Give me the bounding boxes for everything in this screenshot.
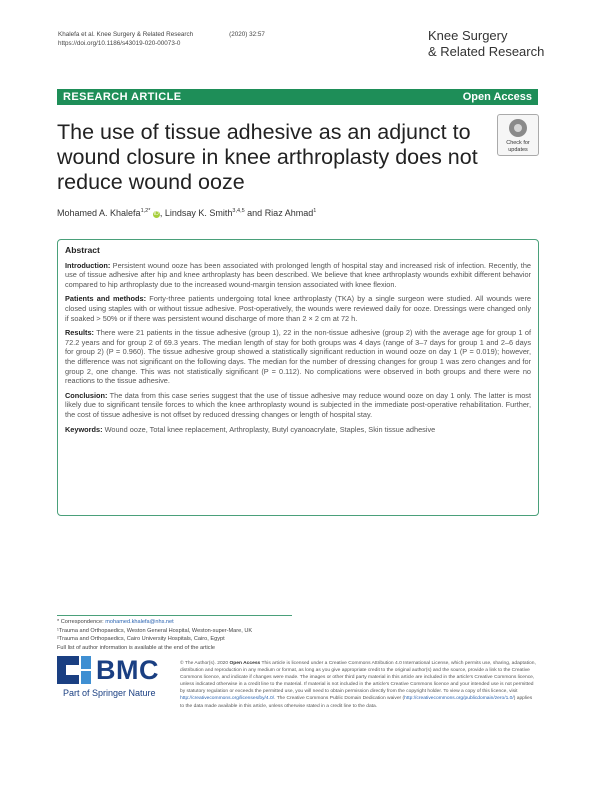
license-statement bbox=[180, 660, 537, 710]
correspondence-email-link[interactable]: mohamed.khalefa@nhs.net bbox=[105, 619, 174, 625]
abstract-conclusion bbox=[65, 391, 531, 420]
section-text: Forty-three patients undergoing total knee arthroplasty (TKA) by a single surgeon were studied. All wounds were closed using staples with or without tissue adhesive. Post-operatively, the wounds were reviewed daily for ooze. Dressings were changed only if soaked > 50% or if there was persistent wound discharge of more than 2 × 2 cm at 72 h. bbox=[65, 294, 531, 323]
badge-line1: Check for bbox=[506, 140, 530, 146]
correspondence bbox=[57, 618, 252, 627]
bmc-logo-icon bbox=[57, 656, 91, 684]
doi-link[interactable]: https://doi.org/10.1186/s43019-020-00073-0 bbox=[58, 40, 181, 47]
section-label: Results: bbox=[65, 328, 94, 338]
journal-name bbox=[428, 28, 544, 60]
correspondence-label: * Correspondence: bbox=[57, 619, 106, 625]
publisher-name: BMC bbox=[96, 655, 159, 685]
license-text: This article is licensed under a Creative Commons Attribution 4.0 International License, which permits use, sharing, adaptation, distribution and reproduction in any medium or format, as long as you give appropriate credit to the original author(s) and the source, provide a link to the Creative Commons licence, and indicate if changes were made. The images or other third party material in this article are included in the article's Creative Commons licence, unless indicated otherwise in a credit line to the material. If material is not included in the article's Creative Commons licence and your intended use is not permitted by statutory regulation or exceeds the permitted use, you will need to obtain permission directly from the copyright holder. To view a copy of this licence, visit bbox=[180, 661, 536, 695]
article-type-bar bbox=[57, 89, 538, 105]
running-header bbox=[58, 30, 265, 48]
year-volume: (2020) 32:57 bbox=[229, 31, 265, 38]
license-text: . The Creative Commons Public Domain Dedication waiver ( bbox=[274, 696, 405, 702]
footnotes bbox=[57, 618, 252, 652]
author-separator: and bbox=[244, 208, 265, 218]
publisher-logo bbox=[57, 652, 167, 702]
abstract-keywords bbox=[65, 425, 531, 435]
author-name[interactable]: Riaz Ahmad bbox=[264, 208, 314, 218]
license-open-access: Open Access bbox=[229, 661, 261, 666]
affiliation-1: ¹Trauma and Orthopaedics, Weston General Hospital, Weston-super-Mare, UK bbox=[57, 627, 253, 634]
section-text: The data from this case series suggest that the use of tissue adhesive may reduce wound ooze on day 1 only. The latter is most likely due to significant tensile forces to which the knee arthroplasty wound is subjected in the immediate post-operative rehabilitation. Further, the cost of tissue adhesive is not offset by reduced dressing changes or length of hospital stay. bbox=[65, 390, 531, 419]
section-label: Patients and methods: bbox=[65, 294, 147, 304]
abstract-box bbox=[57, 239, 539, 516]
public-domain-link[interactable]: http://creativecommons.org/publicdomain/zero/1.0/ bbox=[404, 696, 514, 702]
abstract-methods bbox=[65, 294, 531, 323]
section-text: Persistent wound ooze has been associated with prolonged length of hospital stay and increased risk of infection. Recently, the use of tissue adhesive after hip and knee arthroplasty has been described. We believe that knee arthroplasty wounds exhibit different behavior compared to hip arthroplasty due to the increased wound-margin tension associated with knee flexion. bbox=[65, 260, 531, 289]
full-author-info-note: Full list of author information is available at the end of the article bbox=[57, 644, 215, 651]
footnote-divider bbox=[57, 615, 292, 616]
license-link[interactable]: http://creativecommons.org/licenses/by/4.0/ bbox=[180, 696, 275, 702]
open-access-label: Open Access bbox=[462, 91, 532, 103]
affiliation-2: ²Trauma and Orthopaedics, Cairo University Hospitals, Cairo, Egypt bbox=[57, 636, 225, 642]
section-text: There were 21 patients in the tissue adhesive (group 1), 22 in the non-tissue adhesive (group 2) with the average age for group 1 of 72.2 years and for group 2 of 69.3 years. The median length of stay for both groups was 4 days (range of 3–7 days for group 1 and 2–6 days for group 2) (P = 0.960). The tissue adhesive group showed a statistically significant reduction in wound ooze on day 1 (P = 0.019); however, the difference was not significant on the following days. The median for the number of dressing changes for group 1 was zero changes and for group 2, one change. This was not statistically significant (P = 0.112). No complications were observed in both groups and there were no reactions to the tissue adhesive. bbox=[65, 328, 531, 386]
publisher-tagline: Part of Springer Nature bbox=[63, 688, 156, 698]
author-affiliation: 1 bbox=[313, 208, 317, 214]
citation: Khalefa et al. Knee Surgery & Related Research bbox=[58, 31, 194, 38]
abstract-introduction bbox=[65, 261, 531, 290]
abstract-results bbox=[65, 328, 531, 386]
article-title: The use of tissue adhesive as an adjunct to wound closure in knee arthroplasty does not reduce wound ooze bbox=[57, 120, 478, 194]
journal-name-line2: & Related Research bbox=[428, 44, 545, 59]
orcid-icon[interactable]: iD bbox=[154, 211, 159, 217]
author-affiliation: 1,2* bbox=[140, 208, 151, 214]
badge-line2: updates bbox=[508, 146, 528, 153]
author-separator: , bbox=[159, 208, 165, 218]
section-text: Wound ooze, Total knee replacement, Arthroplasty, Butyl cyanoacrylate, Staples, Skin tissue adhesive bbox=[104, 424, 436, 434]
license-text: ) applies to the data made available in this article, unless otherwise stated in a credit line to the data. bbox=[180, 696, 533, 709]
article-type: RESEARCH ARTICLE bbox=[63, 91, 182, 103]
author-affiliation: 3,4,5 bbox=[232, 208, 245, 214]
author-name[interactable]: Lindsay K. Smith bbox=[164, 208, 233, 218]
journal-name-line1: Knee Surgery bbox=[428, 28, 508, 43]
author-list bbox=[57, 208, 316, 218]
author-name[interactable]: Mohamed A. Khalefa bbox=[57, 208, 141, 218]
section-label: Conclusion: bbox=[65, 390, 108, 400]
section-label: Introduction: bbox=[65, 260, 111, 270]
section-label: Keywords: bbox=[65, 424, 103, 434]
license-copyright: © The Author(s). 2020 bbox=[180, 661, 230, 666]
crossmark-icon bbox=[509, 119, 527, 137]
abstract-heading: Abstract bbox=[65, 245, 100, 255]
check-for-updates-badge[interactable] bbox=[497, 114, 539, 156]
